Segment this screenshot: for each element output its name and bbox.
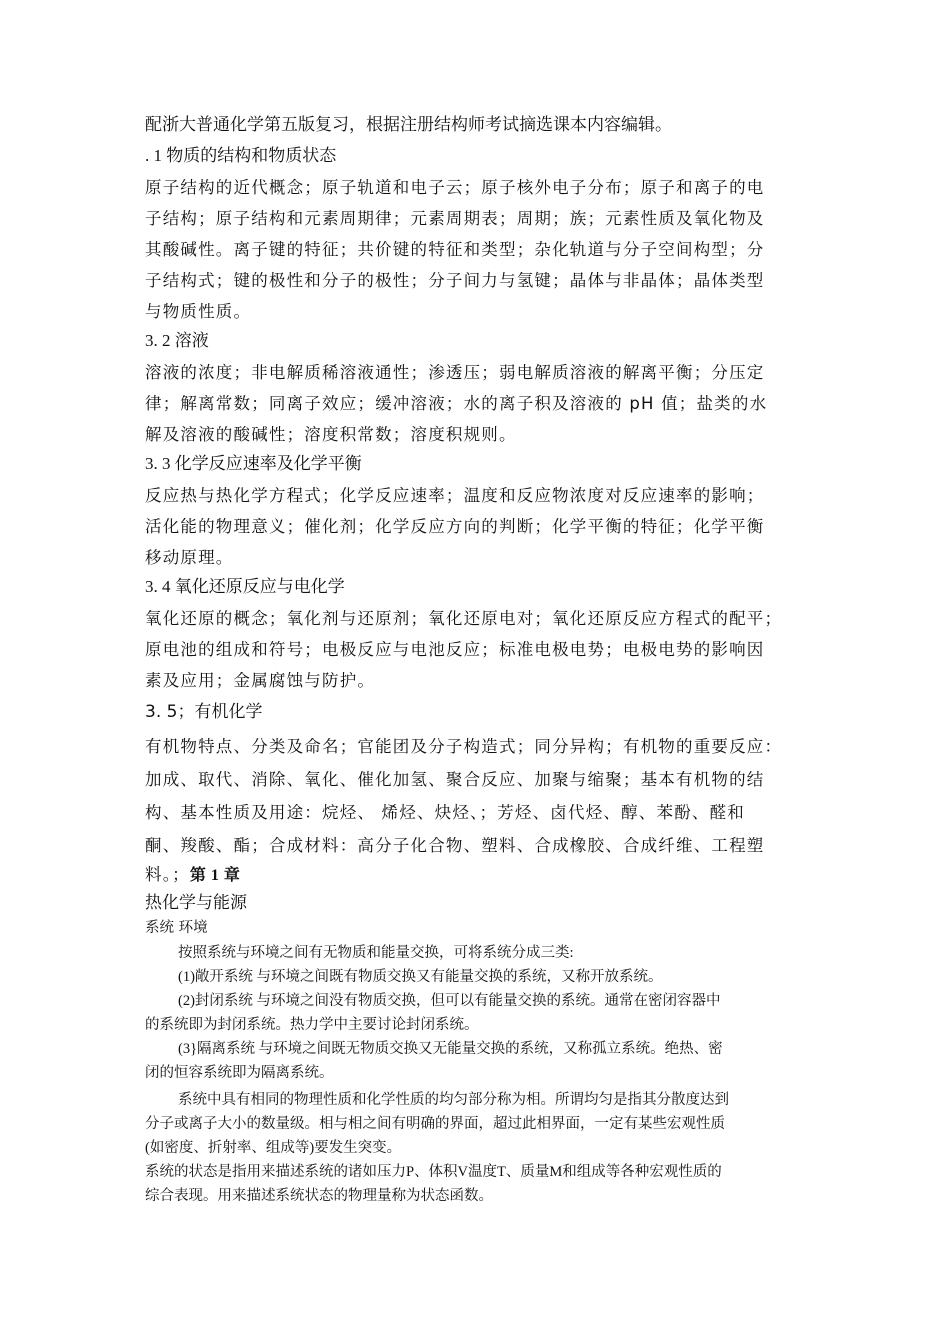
- subheading: 系统 环境: [145, 920, 208, 936]
- paragraph: [145, 1088, 810, 1160]
- text-line: 其酸碱性。离子键的特征；共价键的特征和类型；杂化轨道与分子空间构型；分: [145, 240, 765, 259]
- chapter-label: 第 1 章: [189, 867, 241, 884]
- text-line: 移动原理。: [145, 548, 234, 567]
- text-line: 氧化还原的概念；氧化剂与还原剂；氧化还原电对；氧化还原反应方程式的配平；: [145, 609, 783, 628]
- intro-line: 配浙大普通化学第五版复习，根据注册结构师考试摘选课本内容编辑。: [145, 115, 672, 134]
- paragraph: [145, 941, 810, 965]
- text-line: (3}隔离系统 与环境之间既无物质交换又无能量交换的系统，又称孤立系统。绝热、密: [178, 1041, 723, 1057]
- text-line: 料。；: [145, 865, 190, 884]
- text-line: 溶液的浓度；非电解质稀溶液通性；渗透压；弱电解质溶液的解离平衡；分压定: [145, 363, 765, 382]
- text-line: 酮、羧酸、酯；合成材料：高分子化合物、塑料、合成橡胶、合成纤维、工程塑: [145, 836, 765, 855]
- text-line: 解及溶液的酸碱性；溶度积常数；溶度积规则。: [145, 425, 517, 444]
- section-heading: 3. 4 氧化还原反应与电化学: [145, 577, 345, 596]
- text-line: (2)封闭系统 与环境之间没有物质交换，但可以有能量交换的系统。通常在密闭容器中: [178, 993, 721, 1009]
- document-page: [145, 112, 810, 1208]
- text-line: 分子或离子大小的数量级。相与相之间有明确的界面，超过此相界面，一定有某些宏观性质: [145, 1116, 725, 1132]
- text-line: 系统的状态是指用来描述系统的诸如压力P、体积V温度T、质量M和组成等各种宏观性质的: [145, 1164, 722, 1180]
- section-body: [145, 730, 810, 862]
- text-line: 活化能的物理意义；催化剂；化学反应方向的判断；化学平衡的特征；化学平衡: [145, 517, 765, 536]
- section-body: [145, 357, 810, 450]
- chapter-line: [145, 862, 810, 890]
- text-line: (1)敞开系统 与环境之间既有物质交换又有能量交换的系统，又称开放系统。: [178, 969, 663, 985]
- text-line: 综合表现。用来描述系统状态的物理量称为状态函数。: [145, 1188, 493, 1204]
- section-heading: 3. 5；有机化学: [145, 702, 263, 722]
- section-heading: 3. 2 溶液: [145, 331, 209, 350]
- section-body: [145, 480, 810, 573]
- paragraph: [145, 989, 810, 1037]
- paragraph: [145, 1037, 810, 1085]
- text-line: 原电池的组成和符号；电极反应与电池反应；标准电极电势；电极电势的影响因: [145, 640, 765, 659]
- text-line: 子结构式；键的极性和分子的极性；分子间力与氢键；晶体与非晶体；晶体类型: [145, 271, 765, 290]
- text-line: 构、基本性质及用途：烷烃、 烯烃、炔烃、；芳烃、卤代烃、醇、苯酚、醛和: [145, 803, 745, 822]
- text-line: (如密度、折射率、组成等)要发生突变。: [145, 1140, 402, 1156]
- text-line: 反应热与热化学方程式；化学反应速率；温度和反应物浓度对反应速率的影响；: [145, 486, 765, 505]
- text-line: 与物质性质。: [145, 302, 252, 321]
- section-heading: 3. 3 化学反应速率及化学平衡: [145, 454, 362, 473]
- section-body: [145, 603, 810, 696]
- text-line: 原子结构的近代概念；原子轨道和电子云；原子核外电子分布；原子和离子的电: [145, 178, 765, 197]
- text-line: 闭的恒容系统即为隔离系统。: [145, 1065, 334, 1081]
- text-line: 有机物特点、分类及命名；官能团及分子构造式；同分异构；有机物的重要反应：: [145, 737, 783, 756]
- text-line: 素及应用；金属腐蚀与防护。: [145, 671, 376, 690]
- text-line: 子结构；原子结构和元素周期律；元素周期表；周期；族；元素性质及氧化物及: [145, 209, 765, 228]
- text-line: 系统中具有相同的物理性质和化学性质的均匀部分称为相。所谓均匀是指其分散度达到: [178, 1092, 729, 1108]
- text-line: 的系统即为封闭系统。热力学中主要讨论封闭系统。: [145, 1017, 479, 1033]
- paragraph: [145, 965, 810, 989]
- chapter-title: 热化学与能源: [145, 893, 247, 913]
- text-line: 律；解离常数；同离子效应；缓冲溶液；水的离子积及溶液的 pH 值；盐类的水: [145, 394, 768, 413]
- section-heading: . 1 物质的结构和物质状态: [145, 146, 337, 165]
- text-line: 加成、取代、消除、氧化、催化加氢、聚合反应、加聚与缩聚；基本有机物的结: [145, 770, 765, 789]
- text-line: 按照系统与环境之间有无物质和能量交换，可将系统分成三类:: [178, 945, 574, 961]
- section-body: [145, 172, 810, 327]
- paragraph: [145, 1160, 810, 1208]
